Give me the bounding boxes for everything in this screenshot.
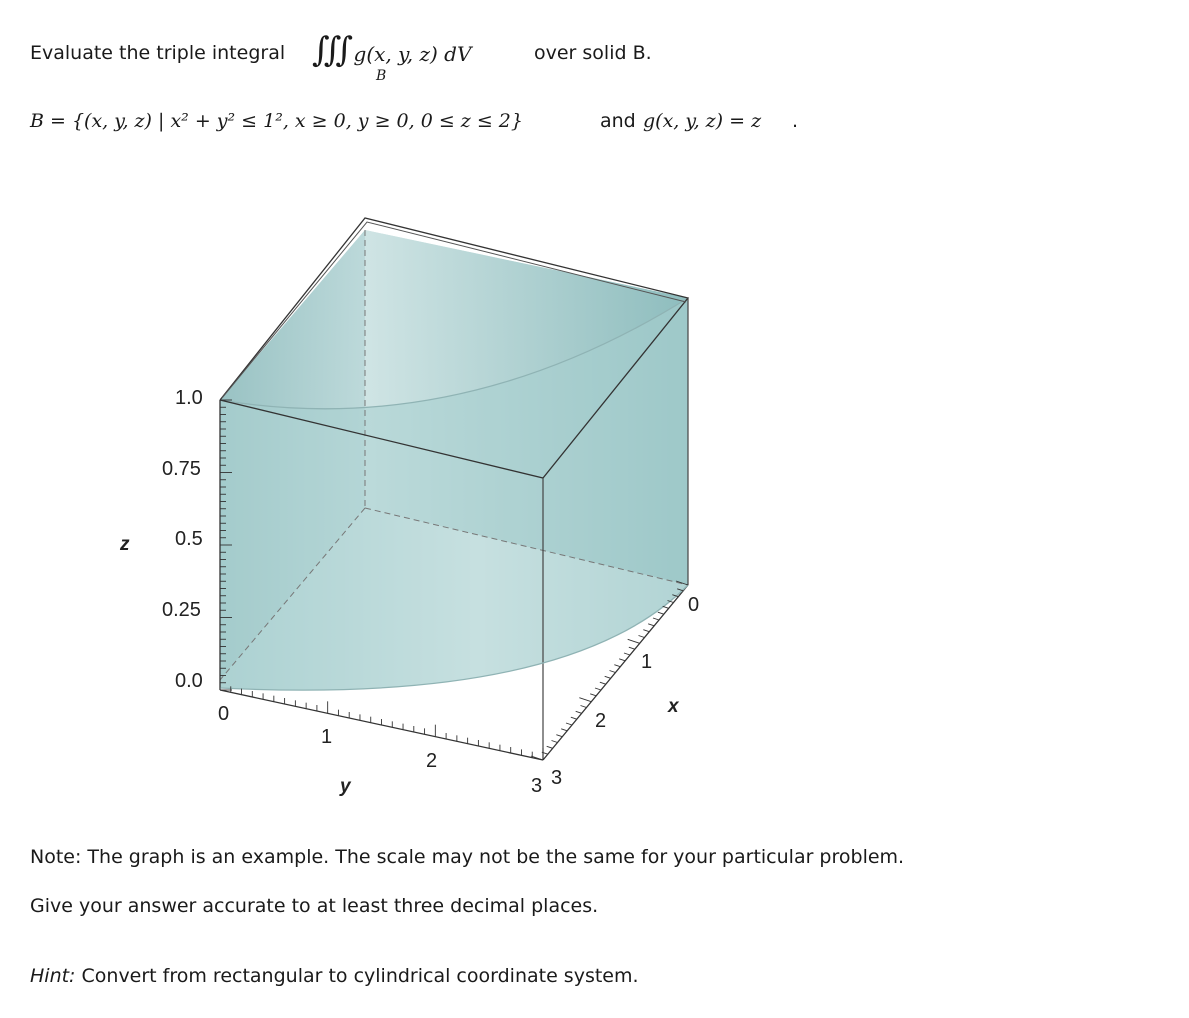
hint-label: Hint: — [30, 965, 76, 987]
x-tick-3: 3 — [551, 767, 563, 789]
tick-mark — [614, 665, 620, 667]
tick-mark — [561, 729, 567, 731]
tick-mark — [639, 636, 645, 638]
tick-mark — [624, 653, 630, 655]
z-tick-075: 0.75 — [162, 458, 201, 480]
integral-body: g(x, y, z) dV — [353, 42, 472, 66]
tick-mark — [600, 682, 606, 684]
integral-expression — [312, 30, 472, 84]
accuracy-text: Give your answer accurate to at least three decimal places. — [30, 895, 599, 917]
y-tick-3: 3 — [531, 775, 543, 797]
tick-mark — [566, 723, 572, 725]
z-tick-025: 0.25 — [162, 599, 201, 621]
integral-signs: ∫∫∫ — [312, 30, 348, 70]
tick-mark — [628, 639, 640, 643]
tick-mark — [547, 746, 553, 748]
tick-mark — [653, 618, 659, 620]
solid-definition: B = {(x, y, z) | x² + y² ≤ 1², x ≥ 0, y ≥ 0, 0 ≤ z ≤ 2} — [30, 110, 523, 132]
tick-mark — [619, 659, 625, 661]
intro-suffix: over solid B. — [534, 42, 652, 64]
period: . — [792, 110, 799, 132]
y-tick-2: 2 — [426, 750, 438, 772]
tick-mark — [595, 688, 601, 690]
tick-mark — [576, 711, 582, 713]
z-tick-0: 0.0 — [175, 670, 203, 692]
z-axis-label: z — [120, 534, 130, 555]
x-tick-1: 1 — [641, 651, 653, 673]
intro-line — [30, 42, 285, 64]
z-tick-05: 0.5 — [175, 528, 203, 550]
tick-mark — [552, 741, 558, 743]
x-tick-2: 2 — [595, 710, 607, 732]
note-text: Note: The graph is an example. The scale may not be the same for your particular problem. — [30, 846, 905, 868]
tick-mark — [556, 735, 562, 737]
function-definition: g(x, y, z) = z — [643, 110, 762, 132]
x-axis-label: x — [668, 696, 679, 717]
y-axis-label: y — [340, 776, 351, 797]
integral-subscript: B — [376, 68, 387, 84]
tick-mark — [610, 671, 616, 673]
hint-text: Convert from rectangular to cylindrical coordinate system. — [75, 965, 639, 987]
tick-mark — [605, 676, 611, 678]
y-tick-1: 1 — [321, 726, 333, 748]
tick-mark — [571, 717, 577, 719]
tick-mark — [663, 606, 669, 608]
tick-mark — [643, 630, 649, 632]
tick-mark — [579, 698, 591, 702]
tick-mark — [629, 647, 635, 649]
tick-mark — [581, 706, 587, 708]
solid-figure — [100, 200, 740, 800]
y-tick-0: 0 — [218, 703, 230, 725]
and-word: and — [600, 110, 636, 132]
intro-prefix: Evaluate the triple integral — [30, 42, 286, 64]
hint-line — [30, 965, 639, 987]
tick-mark — [590, 694, 596, 696]
tick-mark — [658, 612, 664, 614]
tick-mark — [648, 624, 654, 626]
x-tick-0: 0 — [688, 594, 700, 616]
z-tick-1: 1.0 — [175, 387, 203, 409]
